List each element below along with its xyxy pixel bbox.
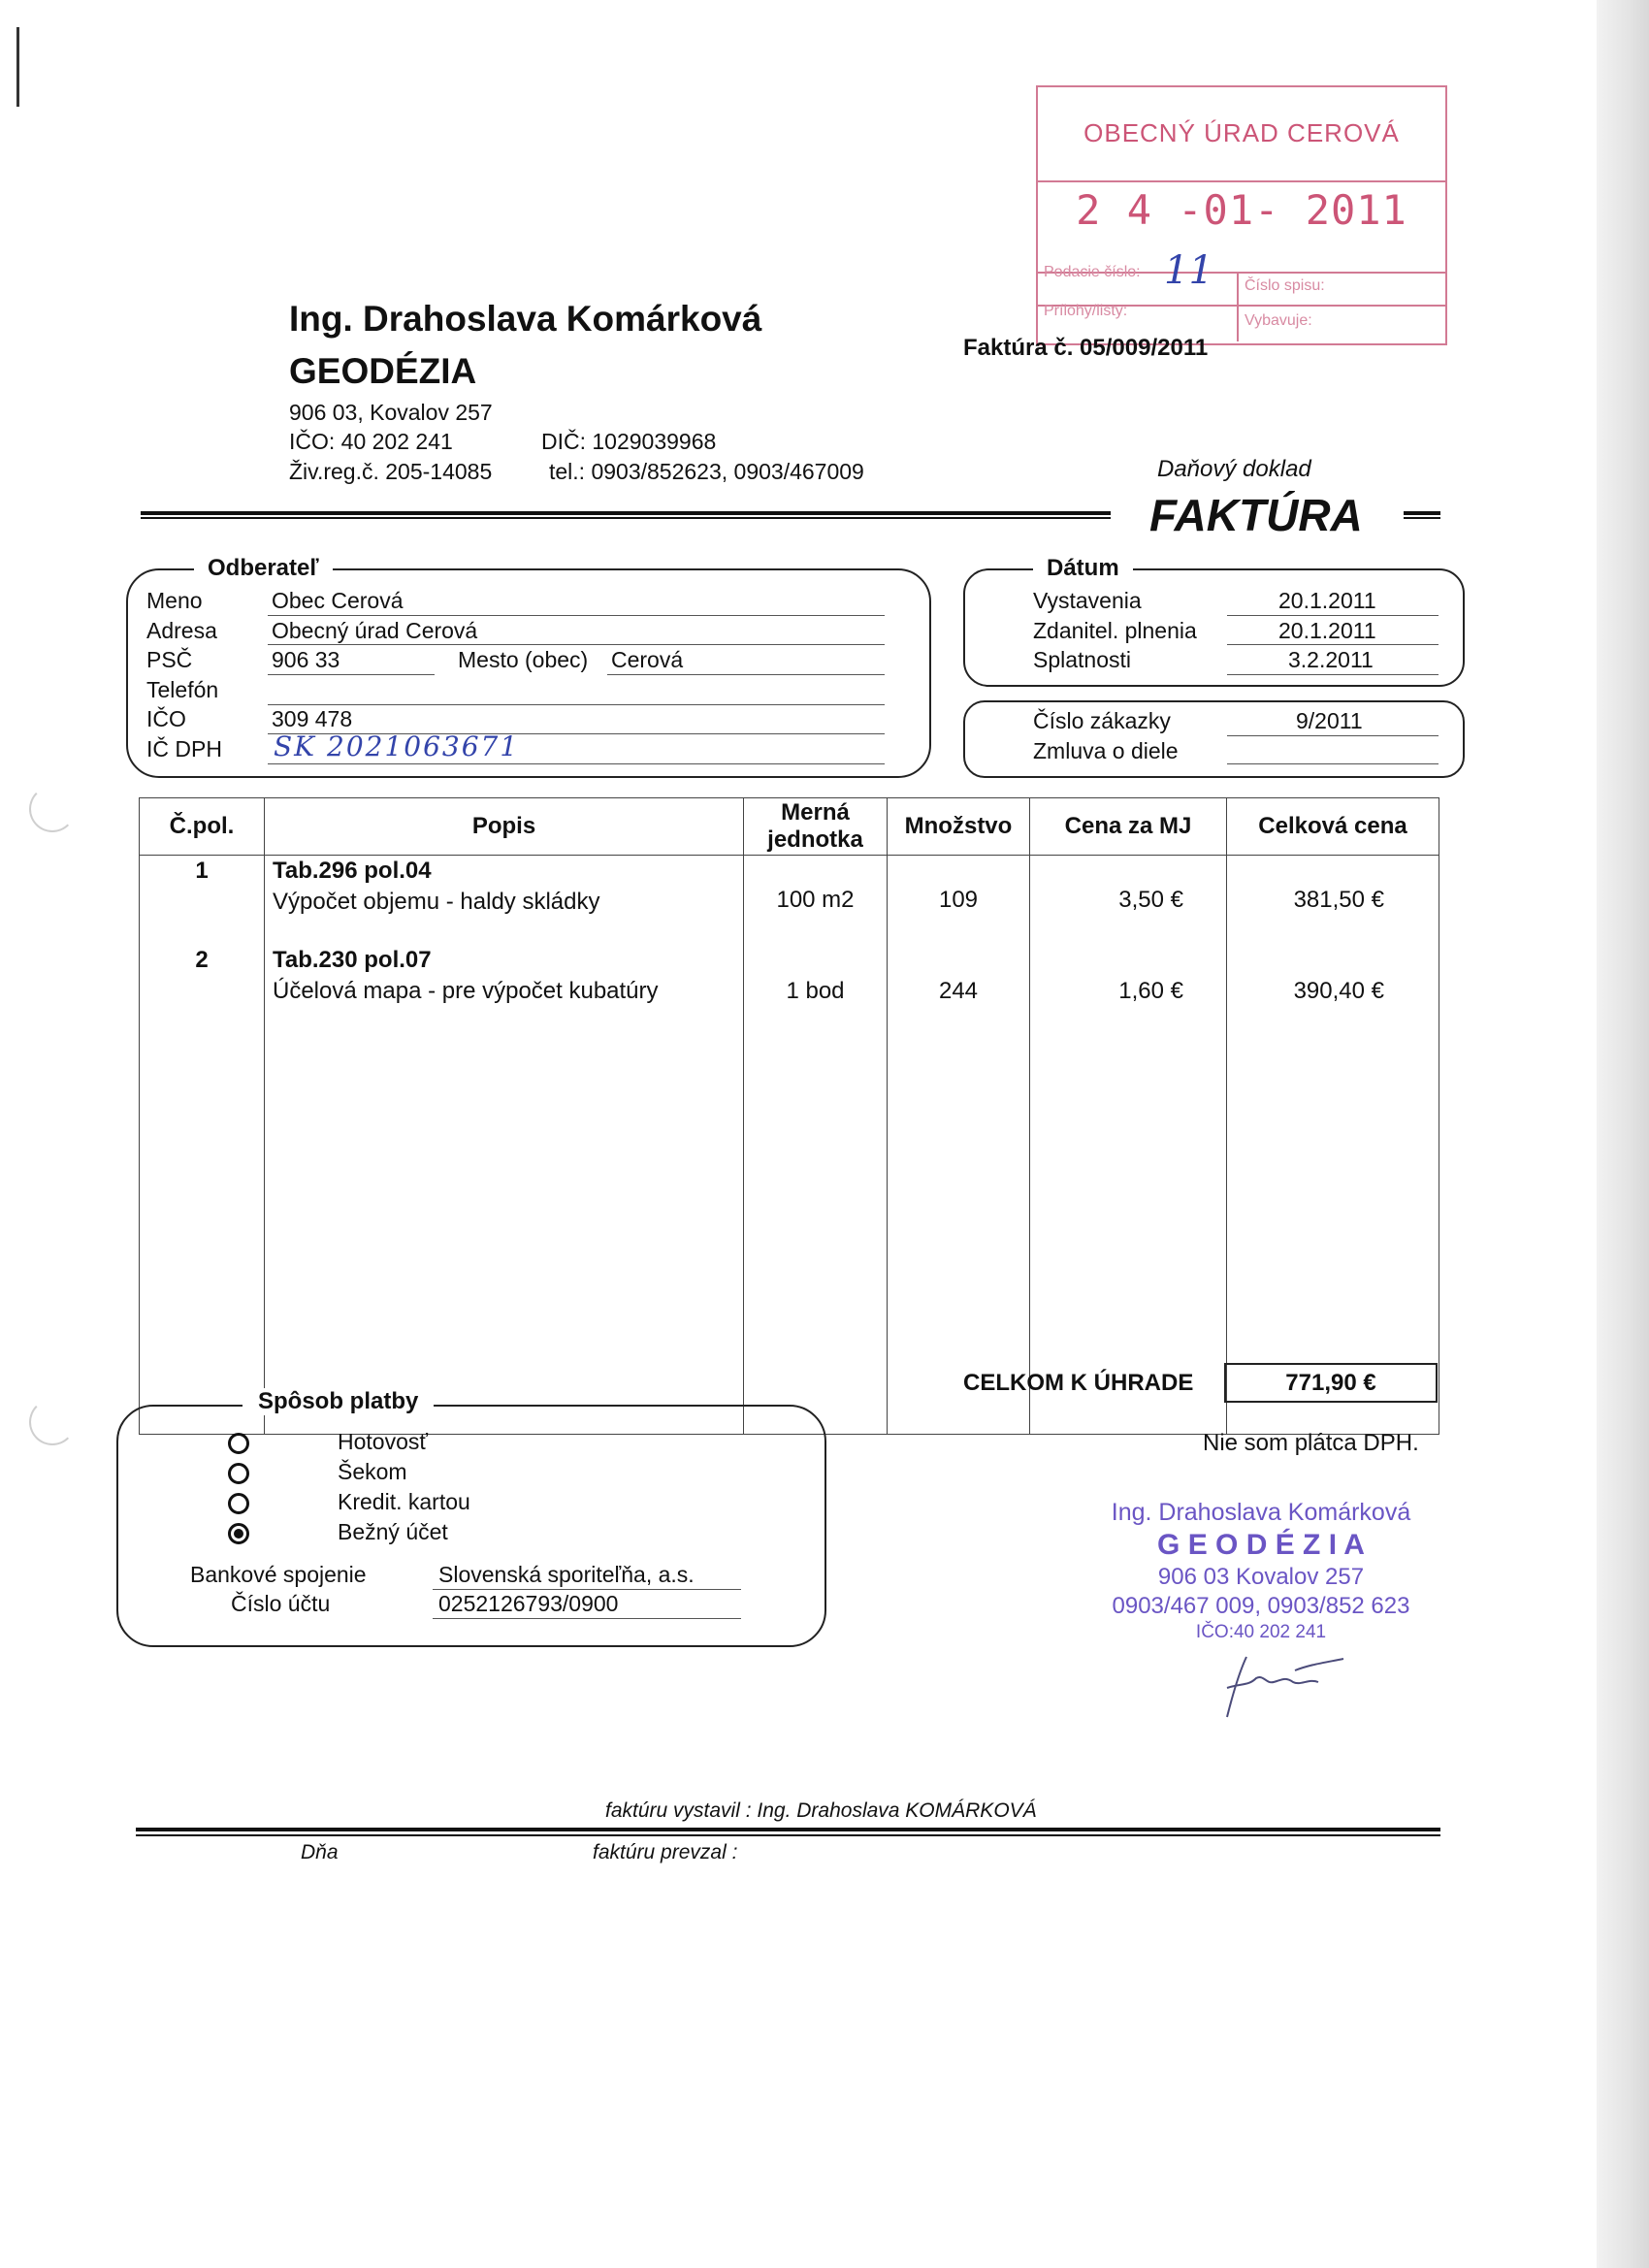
header-unit: Merná jednotka (744, 798, 888, 856)
issued-by: faktúru vystavil : Ing. Drahoslava KOMÁRKOVÁ (605, 1799, 1037, 1822)
supplier-dic: DIČ: 1029039968 (541, 429, 717, 454)
mesto-label: Mesto (obec) (458, 647, 589, 672)
table-header-row (140, 798, 1439, 856)
ico-value: 309 478 (272, 706, 353, 731)
zakazka-label: Číslo zákazky (1033, 708, 1171, 733)
punch-hole-mark (29, 786, 76, 832)
payment-option-label: Kredit. kartou (338, 1489, 470, 1514)
row-unit-price: 1,60 € (1030, 947, 1227, 1435)
splatnosti-label: Splatnosti (1033, 647, 1132, 672)
row-total: 381,50 € (1227, 856, 1439, 948)
icdph-value: SK 2021063671 (274, 730, 520, 762)
payment-option-radio[interactable] (228, 1493, 249, 1514)
supplier-zivreg: Živ.reg.č. 205-14085 (289, 459, 493, 484)
vystavenia-value: 20.1.2011 (1278, 588, 1376, 613)
row-unit: 1 bod (744, 947, 888, 1435)
supplier-phone: tel.: 0903/852623, 0903/467009 (549, 459, 864, 484)
day-label: Dňa (301, 1841, 339, 1863)
adresa-label: Adresa (146, 618, 217, 643)
table-row (140, 856, 1439, 948)
sign-address: 906 03 Kovalov 257 (1157, 1564, 1365, 1590)
payment-option-radio[interactable] (228, 1463, 249, 1484)
meno-label: Meno (146, 588, 203, 613)
header-unit-price: Cena za MJ (1030, 798, 1227, 856)
bank-value: Slovenská sporiteľňa, a.s. (438, 1562, 695, 1587)
stamp-podacie-value: 11 (1164, 248, 1213, 293)
customer-legend: Odberateľ (194, 555, 333, 582)
stamp-vybavuje-label: Vybavuje: (1245, 312, 1312, 329)
payment-option-radio-selected[interactable] (228, 1523, 249, 1544)
row-desc: Výpočet objemu - haldy skládky (273, 889, 600, 915)
supplier-name: Ing. Drahoslava Komárková (289, 299, 762, 339)
signature-stamp (1096, 1499, 1426, 1643)
row-pos: 2 (195, 947, 209, 973)
header-pos: Č.pol. (140, 798, 265, 856)
row-code: Tab.296 pol.04 (273, 858, 432, 884)
ico-label: IČO (146, 706, 186, 731)
total-label: CELKOM K ÚHRADE (963, 1370, 1194, 1396)
header-desc: Popis (265, 798, 744, 856)
document-type: Daňový doklad (1157, 456, 1311, 482)
sign-business: G E O D É Z I A (1157, 1529, 1365, 1561)
payment-option-label: Bežný účet (338, 1519, 448, 1544)
splatnosti-value: 3.2.2011 (1288, 647, 1374, 672)
payment-option-label: Šekom (338, 1459, 407, 1484)
row-code: Tab.230 pol.07 (273, 947, 432, 973)
account-value: 0252126793/0900 (438, 1591, 619, 1616)
vat-note: Nie som plátca DPH. (1203, 1430, 1419, 1456)
scan-mark (16, 27, 19, 107)
supplier-address: 906 03, Kovalov 257 (289, 400, 493, 425)
icdph-label: IČ DPH (146, 736, 222, 761)
account-label: Číslo účtu (231, 1591, 331, 1616)
stamp-prilohy-label: Prílohy/listy: (1044, 303, 1128, 319)
zakazka-value: 9/2011 (1296, 708, 1363, 733)
stamp-podacie-label: Podacie číslo: (1044, 264, 1141, 280)
header-qty: Množstvo (888, 798, 1030, 856)
stamp-spis-label: Číslo spisu: (1245, 277, 1325, 294)
footer-rule (136, 1828, 1440, 1831)
stamp-office: OBECNÝ ÚRAD CEROVÁ (1083, 118, 1400, 147)
sign-phones: 0903/467 009, 0903/852 623 (1112, 1593, 1410, 1619)
mesto-value: Cerová (611, 647, 684, 672)
adresa-value: Obecný úrad Cerová (272, 618, 478, 643)
psc-value: 906 33 (272, 647, 340, 672)
row-unit-price: 3,50 € (1030, 856, 1227, 948)
items-table (139, 797, 1439, 1435)
date-legend: Dátum (1033, 555, 1133, 582)
sign-name: Ing. Drahoslava Komárková (1111, 1499, 1411, 1526)
stamp-date: 2 4 -01- 2011 (1076, 186, 1407, 234)
telefon-label: Telefón (146, 677, 219, 702)
payment-option-label: Hotovosť (338, 1429, 428, 1454)
payment-option-radio[interactable] (228, 1433, 249, 1454)
customer-box (126, 568, 931, 778)
zdanitel-label: Zdanitel. plnenia (1033, 618, 1197, 643)
row-qty: 109 (888, 856, 1030, 948)
sign-ico: IČO:40 202 241 (1195, 1622, 1327, 1642)
supplier-business: GEODÉZIA (289, 351, 477, 391)
invoice-number: Faktúra č. 05/009/2011 (963, 335, 1209, 361)
registry-stamp (1036, 85, 1447, 345)
bank-label: Bankové spojenie (190, 1562, 367, 1587)
header-total: Celková cena (1227, 798, 1439, 856)
invoice-title: FAKTÚRA (1149, 490, 1363, 540)
supplier-ico: IČO: 40 202 241 (289, 429, 453, 454)
table-row (140, 947, 1439, 1435)
vystavenia-label: Vystavenia (1033, 588, 1142, 613)
header-rule (141, 511, 1111, 515)
row-qty: 244 (888, 947, 1030, 1435)
psc-label: PSČ (146, 647, 193, 672)
row-total: 390,40 € (1227, 947, 1439, 1435)
scan-edge (1597, 0, 1649, 2268)
row-unit: 100 m2 (744, 856, 888, 948)
received-by: faktúru prevzal : (593, 1841, 738, 1863)
row-desc: Účelová mapa - pre výpočet kubatúry (273, 978, 659, 1004)
signature (1188, 1649, 1363, 1727)
meno-value: Obec Cerová (272, 588, 404, 613)
total-value: 771,90 € (1224, 1363, 1438, 1403)
zmluva-label: Zmluva o diele (1033, 738, 1179, 763)
zdanitel-value: 20.1.2011 (1278, 618, 1376, 643)
punch-hole-mark (29, 1399, 76, 1445)
row-pos: 1 (195, 858, 209, 884)
payment-legend: Spôsob platby (242, 1388, 434, 1415)
